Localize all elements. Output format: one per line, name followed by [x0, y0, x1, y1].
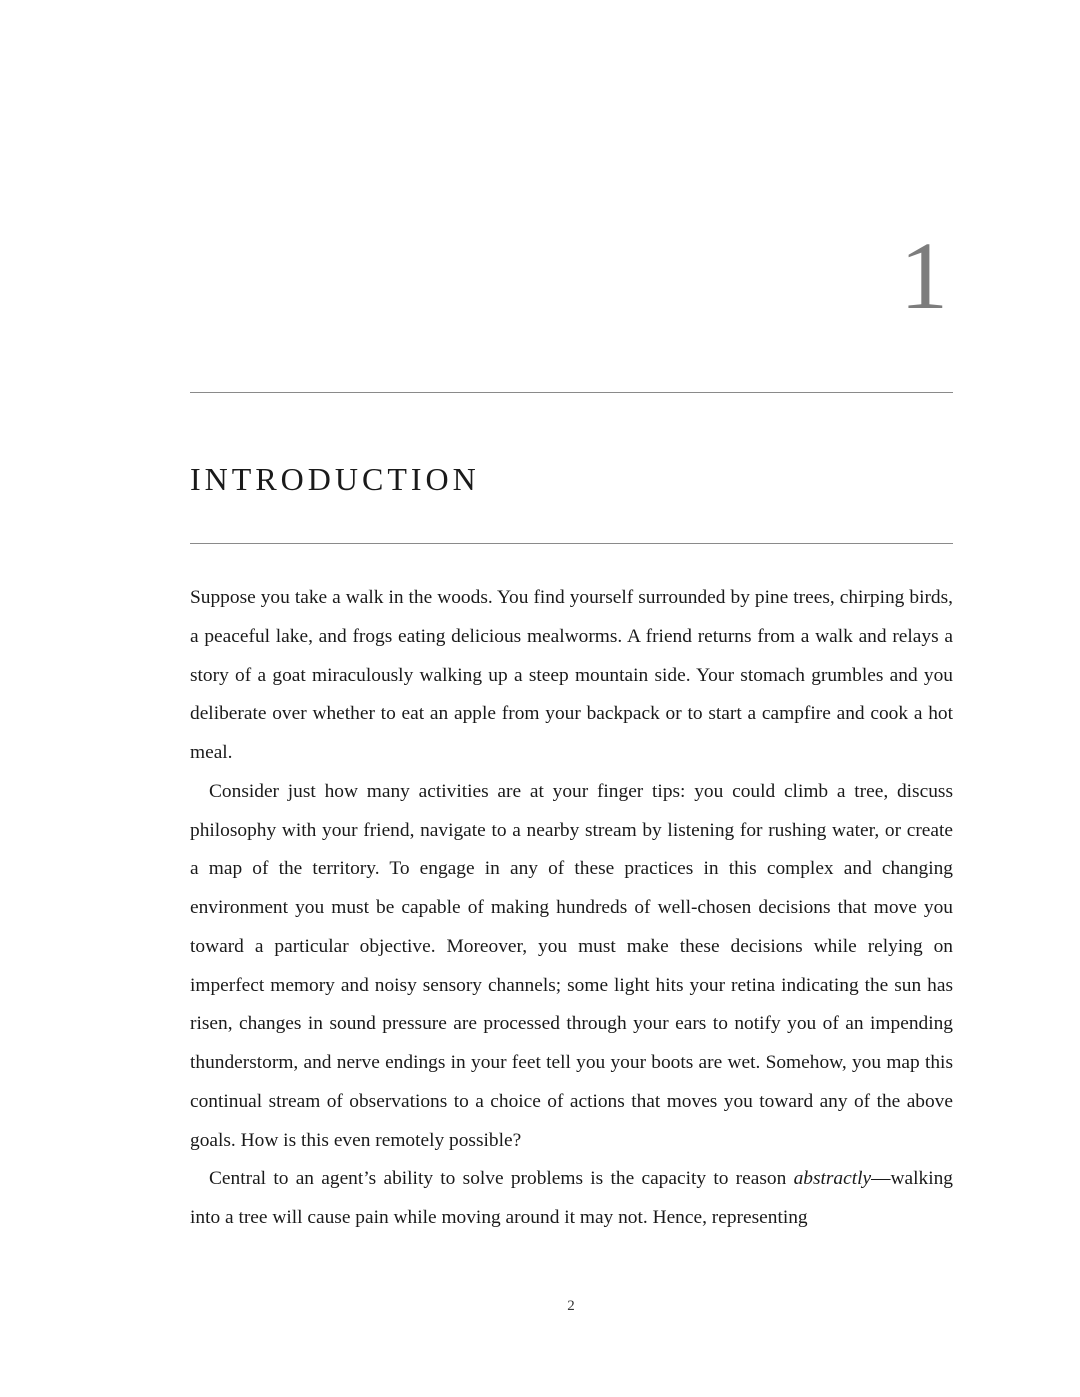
paragraph-3-text-before: Central to an agent’s ability to solve problems is the capacity to reason [209, 1168, 794, 1190]
chapter-title: INTRODUCTION [190, 461, 480, 497]
paragraph-3 [190, 1160, 953, 1238]
chapter-top-rule [190, 392, 953, 393]
paragraph-2: Consider just how many activities are at your finger tips: you could climb a tree, discuss philosophy with your friend, navigate to a nearby stream by listening for rushing water, or create a map of the territory. To engage in any of these practices in this complex and changing environment you must be capable of making hundreds of well-chosen decisions that move you toward a particular objective. Moreover, you must make these decisions while relying on imperfect memory and noisy sensory channels; some light hits your retina indicating the sun has risen, changes in sound pressure are processed through your ears to notify you of an impending thunderstorm, and nerve endings in your feet tell you your boots are wet. Somehow, you map this continual stream of observations to a choice of actions that moves you toward any of the above goals. How is this even remotely possible? [190, 780, 953, 1151]
chapter-number: 1 [900, 222, 948, 329]
body-text [190, 579, 953, 1238]
page-number: 2 [567, 1298, 575, 1314]
paragraph-3-text-after: —walking into a tree will cause pain while moving around it may not. Hence, representing [190, 1168, 953, 1228]
paragraph-3-emphasis: abstractly [793, 1168, 872, 1190]
paragraph-1: Suppose you take a walk in the woods. You find yourself surrounded by pine trees, chirping birds, a peaceful lake, and frogs eating delicious mealworms. A friend returns from a walk and relays a story of a goat miraculously walking up a steep mountain side. Your stomach grumbles and you deliberate over whether to eat an apple from your backpack or to start a campfire and cook a hot meal. [190, 587, 953, 763]
chapter-bottom-rule [190, 543, 953, 544]
